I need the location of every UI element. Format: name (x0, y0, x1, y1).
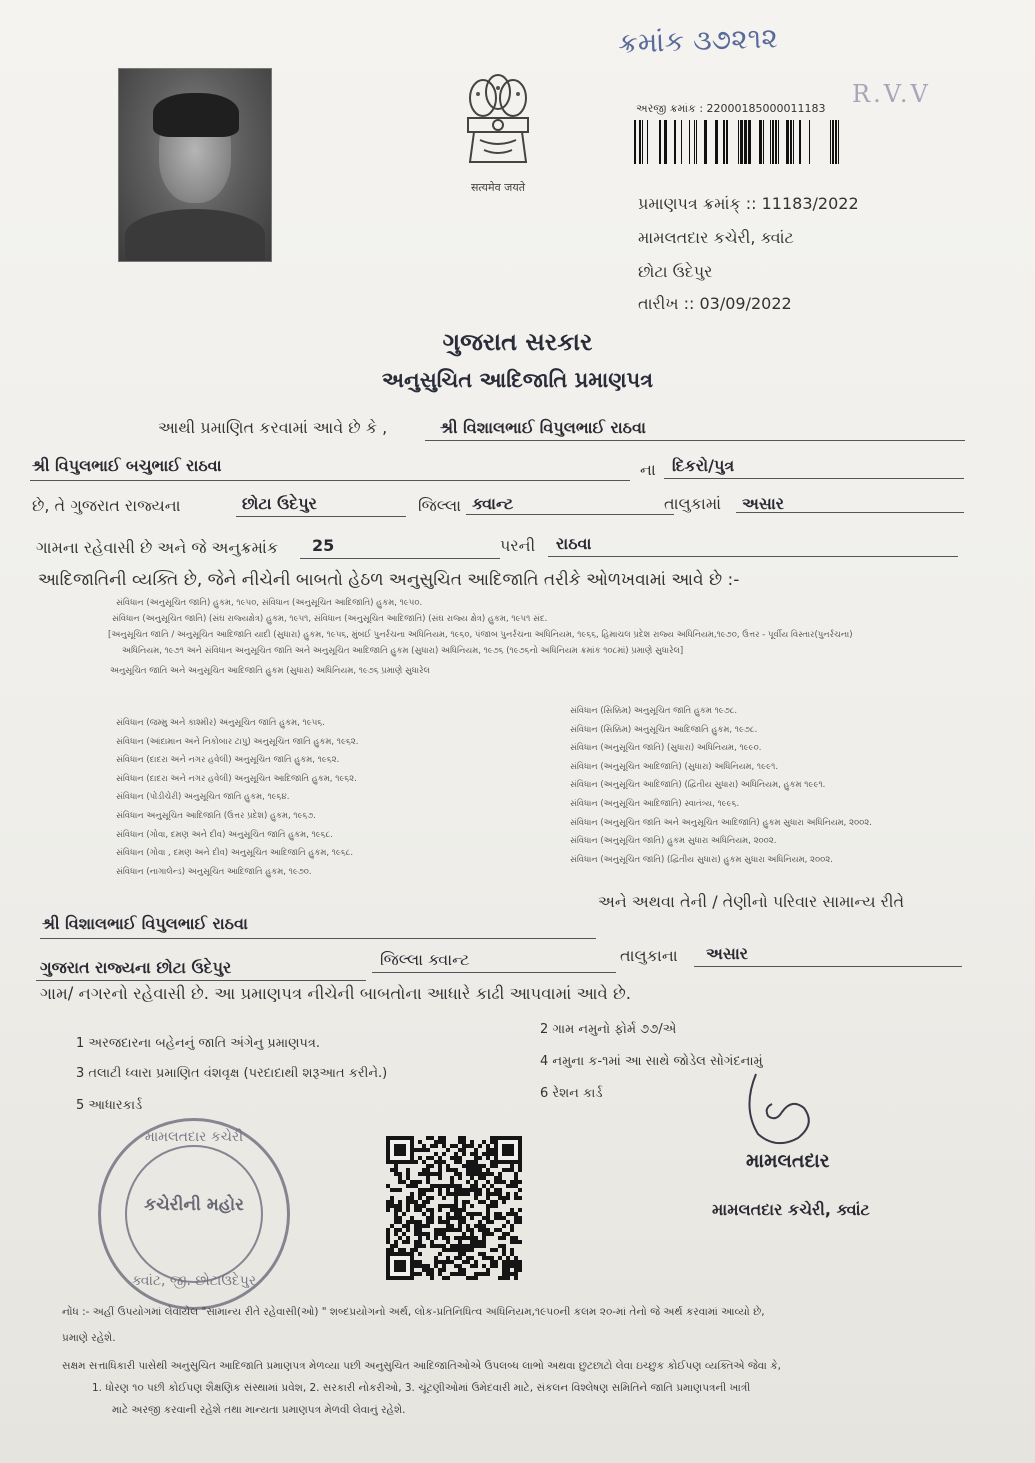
list-item: સંવિધાન (પોંડીચેરી) અનુસૂચિત જાતિ હુકમ, ૧૯૬૪. (116, 792, 290, 803)
list-item: સંવિધાન (દાદરા અને નગર હવેલી) અનુસૂચિત જાતિ હુકમ, ૧૯૬૨. (116, 755, 340, 766)
list-item: અધિનિયમ, ૧૯૭૧ અને સંવિધાન અનુસૂચિત જાતિ અને અનુસૂચિત આદિજાતિ હુકમ (સુધારા) અધિનિયમ, ૧૯૭૬ (૧૯૭૬નો અધિનિયમ ક્રમાંક ૧૦૮માં) પ્રમાણે સુધારેલ] (122, 646, 684, 656)
office-seal: મામલતદાર કચેરી કચેરીની મહોર ક્વાંટ, જી. છોટાઉદેપુર (98, 1118, 290, 1310)
orders-left-list (116, 714, 358, 881)
list-item: સંવિધાન (અનુસૂચિત આદિજાતિ) સ્વાતંત્ર્ય, ૧૯૯૬. (570, 798, 740, 809)
applicant-photo (118, 68, 272, 262)
district-label: જિલ્લા (418, 496, 462, 515)
list-item: સંવિધાન અનુસૂચિત આદિજાતિ (ઉત્તર પ્રદેશ) હુકમ, ૧૯૬૭. (116, 810, 317, 821)
list-item: અનુસૂચિત જાતિ અને અનુસૂચિત આદિજાતિ હુકમ (સુધારા) અધિનિયમ, ૧૯૭૬ પ્રમાણે સુધારેલ (110, 666, 430, 676)
orders-right-list (570, 702, 872, 869)
recognition-statement: આદિજાતિની વ્યક્તિ છે, જેને નીચેની બાબતો હેઠળ અનુસુચિત આદિજાતિ તરીકે ઓળખવામાં આવે છે :- (38, 570, 740, 590)
emblem-caption: सत्यमेव जयते (470, 181, 525, 194)
list-item: સંવિધાન (જમ્મુ અને કાશ્મીર) અનુસૂચિત જાતિ હુકમ, ૧૯૫૬. (116, 718, 325, 728)
resident-village: અસાર (706, 944, 749, 963)
barcode (634, 120, 839, 164)
certify-intro: આથી પ્રમાણિત કરવામાં આવે છે કે , (158, 418, 388, 437)
issued-basis-statement: ગામ/ નગરનો રહેવાસી છે. આ પ્રમાણપત્ર નીચેની બાબતોના આધારે કાઢી આપવામાં આવે છે. (40, 984, 632, 1003)
father-name: શ્રી વિપુલભાઈ બચુભાઈ રાઠવા (32, 456, 222, 475)
national-emblem-icon (458, 70, 538, 178)
signatory-office: મામલતદાર કચેરી, ક્વાંટ (712, 1200, 870, 1219)
resident-label: ગામના રહેવાસી છે અને જે અનુક્રમાંક (36, 538, 279, 557)
document-item: 6 રેશન કાર્ડ (540, 1086, 603, 1101)
signatory-title: મામલતદાર (746, 1150, 830, 1172)
of-label: ના (640, 460, 656, 479)
list-item: સંવિધાન (નાગાલેન્ડ) અનુસૂચિત આદિજાતિ હુકમ, ૧૯૭૦. (116, 866, 312, 877)
list-item: સંવિધાન (અનુસૂચિત જાતિ) હુકમ, ૧૯૫૦, સંવિધાન (અનુસૂચિત આદિજાતિ) હુકમ, ૧૯૫૦. (116, 598, 423, 608)
list-item: સંવિધાન (દાદરા અને નગર હવેલી) અનુસૂચિત આદિજાતિ હુકમ, ૧૯૬૨. (116, 773, 357, 784)
issue-date: તારીખ :: 03/09/2022 (638, 294, 792, 313)
list-item: [અનુસૂચિત જાતિ / અનુસૂચિત આદિજાતિ યાદી (સુધારા) હુકમ, ૧૯૫૬, મુંબઈ પુનર્રચના અધિનિયમ, ૧૯૬૦, પંજાબ પુનર્રચના અધિનિયમ, ૧૯૬૬, હિમાચલ પ્રદેશ રાજ્ય અધિનિયમ,૧૯૭૦, ઉત્તર - પૂર્વીય વિસ્તાર(પુનર્રચના) (108, 630, 853, 640)
list-item: સંવિધાન (સિક્કિમ) અનુસૂચિત જાતિ હુકમ ૧૯૭૮. (570, 706, 738, 716)
orders-top-list (108, 598, 853, 676)
resident-taluka-label: તાલુકાના (620, 946, 678, 965)
tribe-name: રાઠવા (556, 534, 592, 553)
list-item: સંવિધાન (અનુસૂચિત જાતિ) (સંઘ રાજ્યક્ષેત્ર) હુકમ, ૧૯૫૧, સંવિધાન (અનુસૂચિત આદિજાતિ) (સંઘ રાજ્ય ક્ષેત્ર) હુકમ, ૧૯૫૧ સંદ. (112, 614, 548, 624)
list-item: સંવિધાન (અનુસૂચિત જાતિ) (સુધારા) અધિનિયમ, ૧૯૯૦. (570, 743, 762, 754)
list-item: સંવિધાન (આંદામાન અને નિકોબાર ટાપુ) અનુસૂચિત જાતિ હુકમ, ૧૯૬૨. (116, 736, 359, 747)
list-item: સંવિધાન (ગોવા, દમણ અને દીવ) અનુસૂચિત જાતિ હુકમ, ૧૯૬૮. (116, 829, 333, 840)
family-statement: અને અથવા તેની / તેણીનો પરિવાર સામાન્ય રીતે (598, 892, 905, 911)
document-item: 1 અરજદારના બહેનનું જાતિ અંગેનુ પ્રમાણપત્ર. (76, 1036, 320, 1051)
list-item: સંવિધાન (ગોવા , દમણ અને દીવ) અનુસૂચિત આદિજાતિ હુકમ, ૧૯૬૮. (116, 848, 354, 859)
qr-code (386, 1136, 522, 1280)
taluka-name: ક્વાન્ટ (472, 494, 514, 513)
note-line: 1. ધોરણ ૧૦ પછી કોઈપણ શૈક્ષણિક સંસ્થામાં પ્રવેશ, 2. સરકારી નોકરીઓ, 3. ચૂંટણીઓમાં ઉમેદવારી માટે, સંકલન વિશ્લેષણ સમિતિને જાતિ પ્રમાણપત્રની ખાત્રી (92, 1382, 751, 1394)
document-item: 3 તલાટી ધ્વારા પ્રમાણિત વંશવૃક્ષ (પરદાદાથી શરૂઆત કરીને.) (76, 1066, 388, 1081)
government-heading: ગુજરાત સરકાર (442, 328, 593, 356)
applicant-name: શ્રી વિશાલભાઈ વિપુલભાઈ રાઠવા (440, 418, 646, 437)
note-line: માટે અરજી કરવાની રહેશે તથા માન્યતા પ્રમાણપત્ર મેળવી લેવાનું રહેશે. (112, 1404, 406, 1416)
certificate-number: પ્રમાણપત્ર ક્રમાંક્ :: 11183/2022 (638, 194, 859, 213)
district-name: છોટા ઉદેપુર (242, 494, 317, 513)
application-number: અરજી ક્રમાંક : 22000185000011183 (636, 102, 826, 115)
resident-name: શ્રી વિશાલભાઈ વિપુલભાઈ રાઠવા (42, 914, 248, 933)
note-line: સક્ષમ સત્તાધિકારી પાસેથી અનુસુચિત આદિજાતિ પ્રમાણપત્ર મેળવ્યા પછી અનુસુચિત આદિજાતિઓએ ઉપલબ્ધ લાભો અથવા છુટછાટો લેવા ઇચ્છુક કોઈપણ વ્યક્તિએ જેવા કે, (62, 1360, 781, 1372)
document-item: 5 આધારકાર્ડ (76, 1098, 143, 1113)
document-item: 2 ગામ નમુનો ફોર્મ ૭૭/એ (540, 1022, 677, 1037)
list-item: સંવિધાન (અનુસૂચિત આદિજાતિ) (સુધારા) અધિનિયમ, ૧૯૯૧. (570, 761, 779, 772)
certificate-title: અનુસુચિત આદિજાતિ પ્રમાણપત્ર (381, 368, 654, 392)
list-item: સંવિધાન (અનુસૂચિત આદિજાતિ) (દ્વિતીય સુધારા) અધિનિયમ, હુકમ ૧૯૯૧. (570, 780, 826, 791)
issuing-office: મામલતદાર કચેરી, ક્વાંટ (638, 228, 794, 247)
note-line: નોંધ :- અહીં ઉપયોગમાં લેવાયેલ "સામાન્ય રીતે રહેવાસી(ઓ) " શબ્દપ્રયોગનો અર્થ, લોક-પ્રતિનિધિત્વ અધિનિયમ,૧૯૫૦ની કલમ ૨૦-માં તેનો જે અર્થ કરવામાં આવ્યો છે, (62, 1306, 765, 1318)
list-item: સંવિધાન (અનુસૂચિત જાતિ અને અનુસૂચિત આદિજાતિ) હુકમ સુધારા અધિનિયમ, ૨૦૦૨. (570, 817, 872, 828)
handwritten-initials: R.V.V (852, 80, 931, 108)
village-name: અસાર (742, 494, 785, 513)
list-item: સંવિધાન (અનુસૂચિત જાતિ) (દ્વિતીય સુધારા) હુકમ સુધારા અધિનિયમ, ૨૦૦૨. (570, 854, 833, 865)
tribe-label: પરની (500, 536, 536, 555)
relation: દિકરો/પુત્ર (672, 456, 735, 475)
issuing-district: છોટા ઉદેપુર (638, 262, 713, 281)
signature-scribble (736, 1068, 826, 1152)
resident-state-district: ગુજરાત રાજ્યના છોટા ઉદેપુર (40, 958, 232, 977)
document-item: 4 નમુના ક-૧માં આ સાથે જોડેલ સોગંદનામું (540, 1054, 763, 1069)
list-item: સંવિધાન (સિક્કિમ) અનુસૂચિત આદિજાતિ હુકમ, ૧૯૭૮. (570, 724, 758, 735)
note-line: પ્રમાણે રહેશે. (62, 1332, 116, 1344)
taluka-label: તાલુકામાં (664, 494, 722, 513)
resident-district-label: જિલ્લા ક્વાન્ટ (380, 950, 470, 969)
serial-number: 25 (312, 536, 335, 555)
state-label: છે, તે ગુજરાત રાજ્યના (32, 496, 181, 515)
list-item: સંવિધાન (અનુસૂચિત જાતિ) હુકમ સુધારા અધિનિયમ, ૨૦૦૨. (570, 836, 777, 847)
handwritten-serial: ક્રમાંક ૩૭૨૧૨ (617, 21, 779, 60)
